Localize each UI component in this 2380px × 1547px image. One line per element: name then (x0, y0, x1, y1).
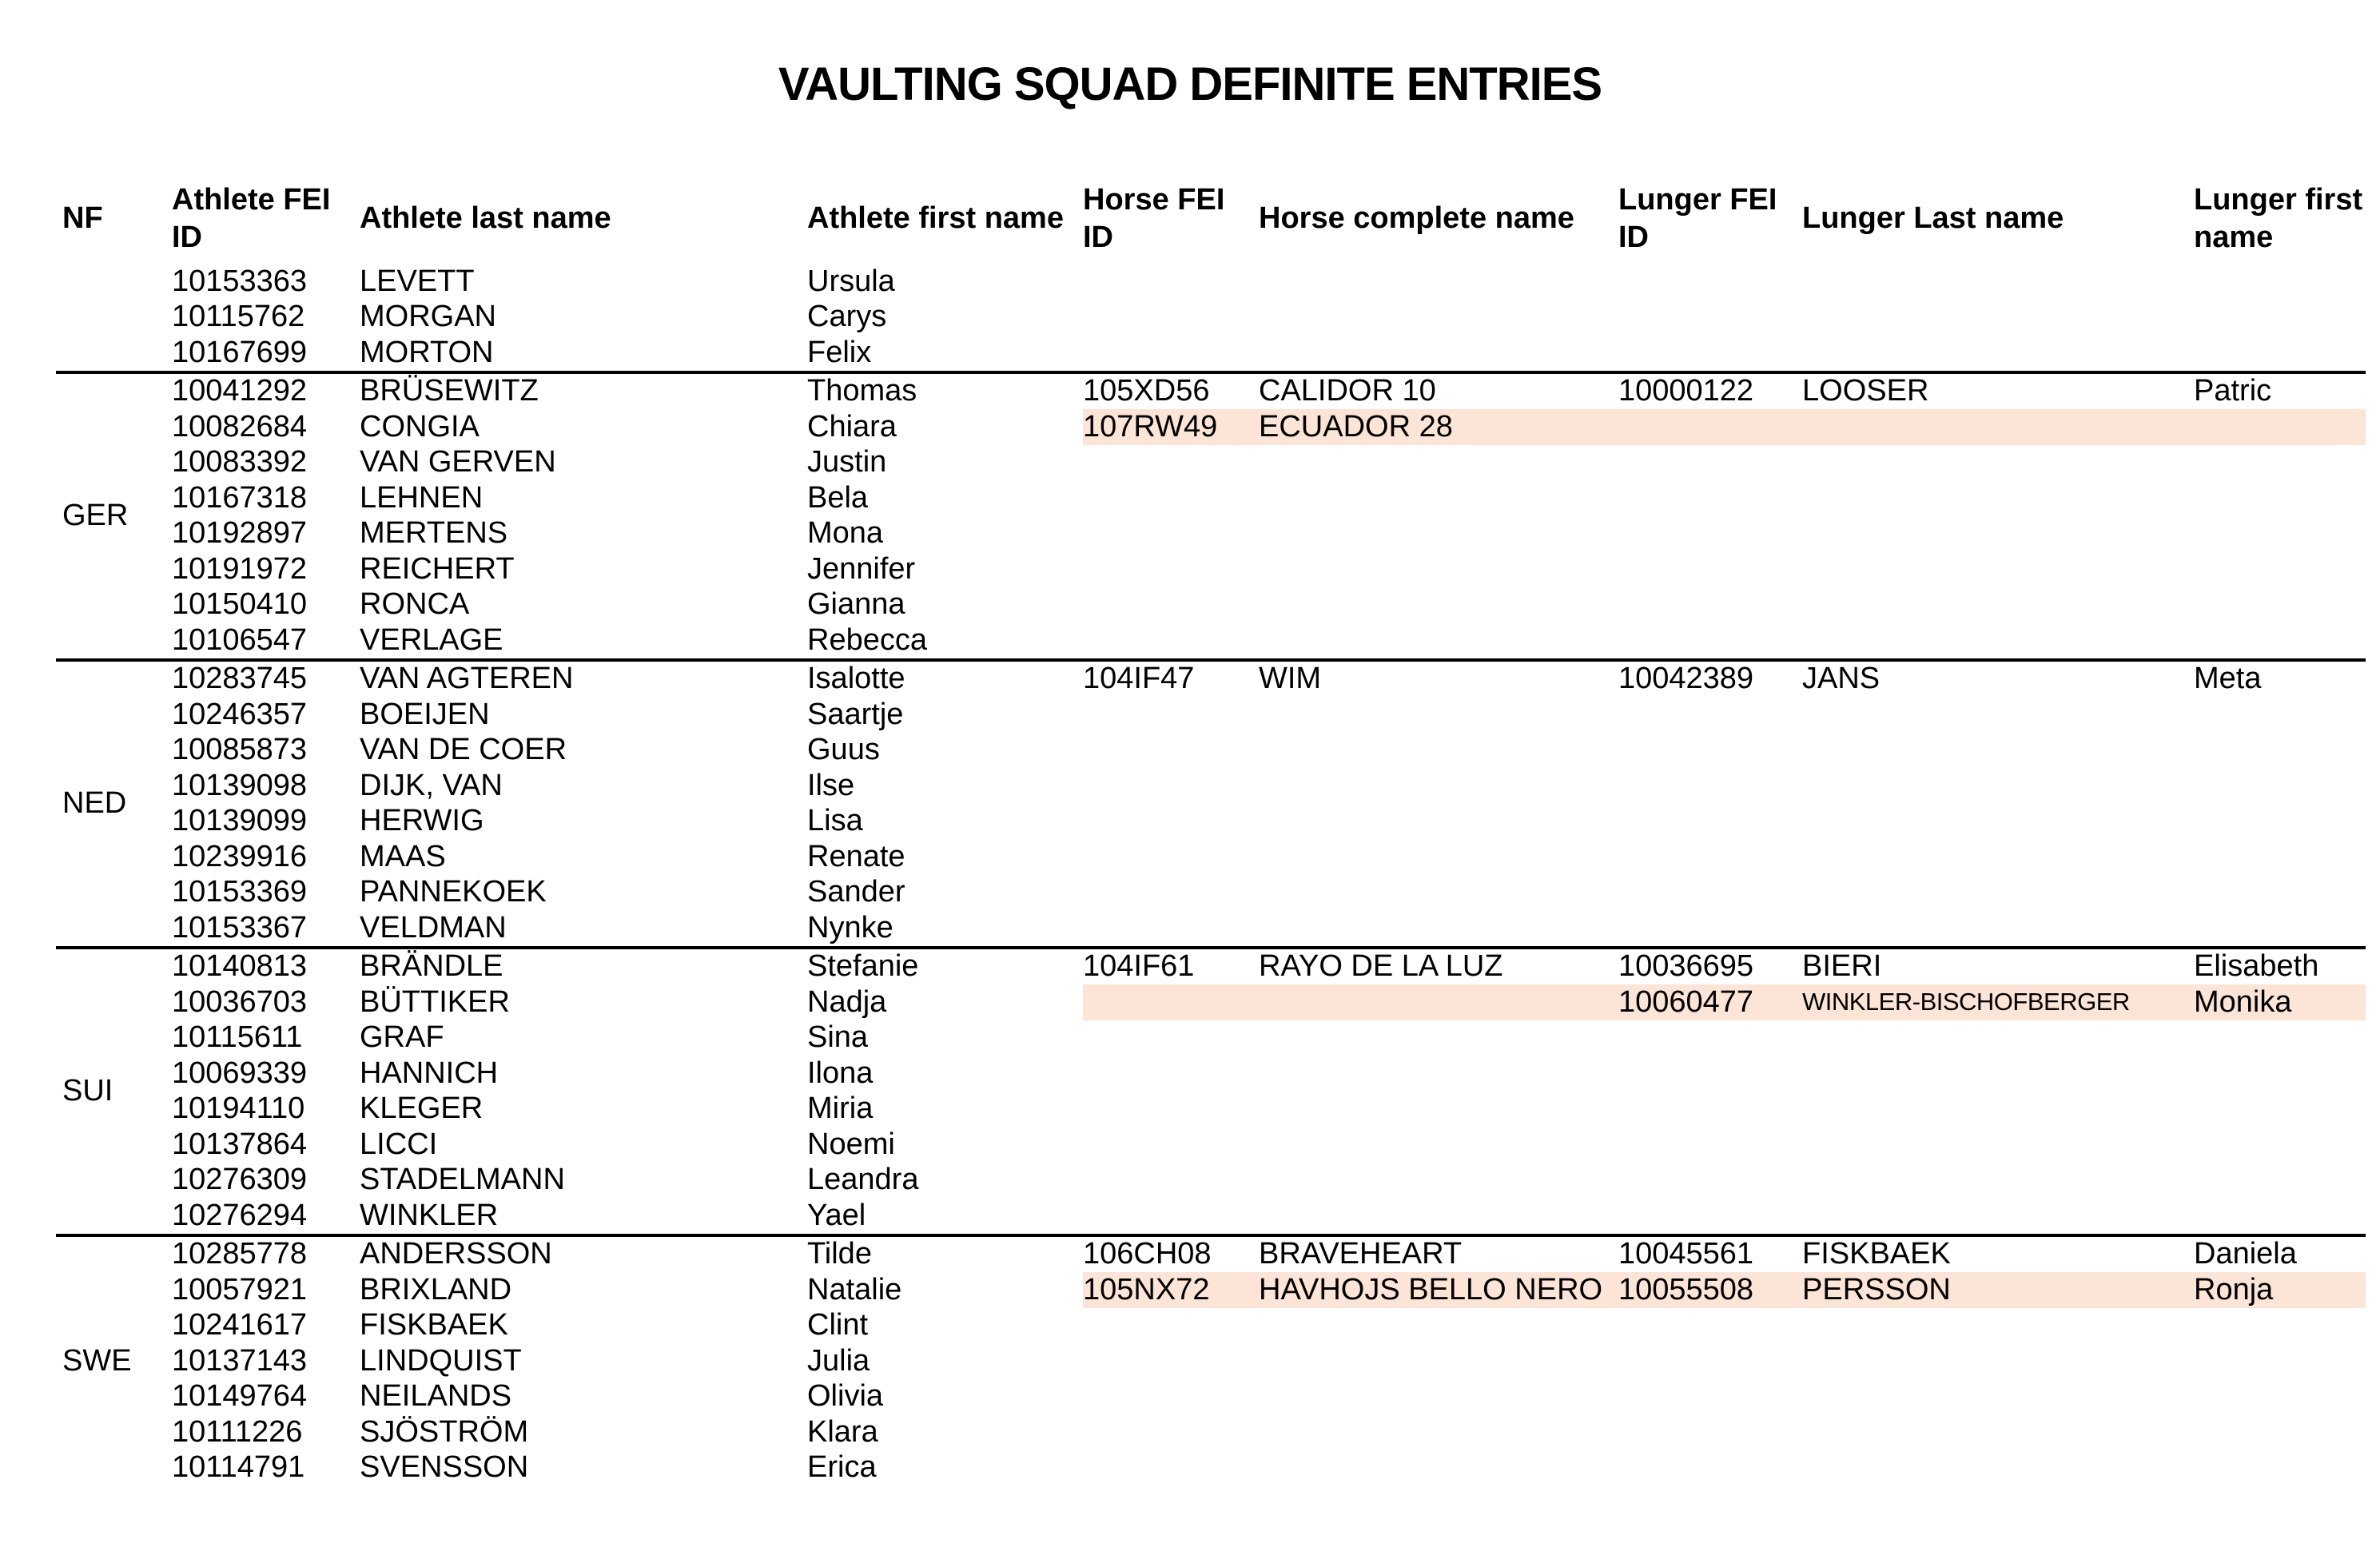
cell-athlete-fei-id: 10057921 (172, 1272, 308, 1306)
cell-athlete-last-name: NEILANDS (360, 1379, 512, 1414)
horse-lunger-section (1083, 1308, 2366, 1344)
cell-athlete-last-name: VAN GERVEN (360, 445, 556, 479)
column-header-athlete-fei-id: Athlete FEI ID (172, 182, 331, 254)
cell-athlete-fei-id: 10153367 (172, 910, 308, 945)
cell-lunger-first-name: Daniela (2194, 1237, 2297, 1271)
table-row (172, 551, 2366, 587)
table-row (172, 910, 2366, 946)
table-row (172, 875, 2366, 911)
table-row (172, 1237, 2366, 1273)
horse-lunger-section (1083, 1450, 2366, 1486)
cell-athlete-first-name: Justin (807, 445, 887, 479)
table-row (172, 1056, 2366, 1092)
cell-athlete-last-name: ANDERSSON (360, 1237, 552, 1271)
table-header-row (56, 174, 2366, 264)
cell-athlete-first-name: Saartje (807, 697, 904, 731)
cell-athlete-fei-id: 10153369 (172, 875, 308, 909)
cell-lunger-first-name: Meta (2194, 662, 2262, 696)
cell-athlete-first-name: Jennifer (807, 551, 916, 586)
cell-athlete-last-name: KLEGER (360, 1092, 484, 1126)
cell-athlete-first-name: Klara (807, 1414, 878, 1449)
nf-group-swe (56, 1234, 2366, 1486)
cell-athlete-fei-id: 10283745 (172, 662, 308, 696)
table-row (172, 1198, 2366, 1234)
cell-athlete-fei-id: 10137864 (172, 1127, 308, 1161)
table-row (172, 1020, 2366, 1056)
column-header-nf: NF (62, 201, 103, 236)
cell-athlete-fei-id: 10106547 (172, 622, 308, 657)
cell-athlete-fei-id: 10246357 (172, 697, 308, 731)
nf-group-sui (56, 946, 2366, 1234)
cell-athlete-last-name: VERLAGE (360, 622, 503, 657)
horse-lunger-section (1083, 1343, 2366, 1379)
cell-athlete-last-name: DIJK, VAN (360, 768, 503, 802)
cell-athlete-fei-id: 10041292 (172, 374, 308, 408)
horse-lunger-section (1083, 875, 2366, 911)
table-row (172, 300, 2366, 336)
cell-athlete-fei-id: 10115762 (172, 300, 305, 334)
cell-athlete-last-name: LINDQUIST (360, 1343, 522, 1378)
cell-lunger-fei-id: 10045561 (1618, 1237, 1754, 1271)
cell-athlete-first-name: Stefanie (807, 949, 919, 984)
cell-athlete-first-name: Julia (807, 1343, 870, 1378)
cell-athlete-fei-id: 10167699 (172, 335, 308, 369)
horse-lunger-section (1083, 516, 2366, 552)
cell-athlete-last-name: WINKLER (360, 1198, 499, 1232)
cell-athlete-last-name: MORGAN (360, 300, 496, 334)
cell-horse-fei-id: 107RW49 (1083, 409, 1218, 443)
nf-group-ned (56, 658, 2366, 946)
horse-lunger-section-highlighted (1083, 984, 2366, 1020)
cell-athlete-first-name: Sander (807, 875, 905, 909)
cell-athlete-fei-id: 10115611 (172, 1020, 303, 1055)
cell-athlete-first-name: Ilse (807, 768, 855, 802)
column-header-lunger-fei-id: Lunger FEI ID (1618, 182, 1777, 254)
cell-athlete-last-name: HANNICH (360, 1056, 499, 1090)
horse-lunger-section (1083, 1379, 2366, 1415)
cell-athlete-fei-id: 10137143 (172, 1343, 308, 1378)
cell-lunger-first-name: Ronja (2194, 1272, 2274, 1306)
cell-lunger-first-name: Patric (2194, 374, 2272, 408)
cell-athlete-first-name: Isalotte (807, 662, 905, 696)
column-header-lunger-first-name: Lunger first name (2194, 182, 2363, 254)
nf-label: SUI (62, 1074, 113, 1108)
column-header-horse-fei-id: Horse FEI ID (1083, 182, 1225, 254)
cell-horse-fei-id: 105NX72 (1083, 1272, 1210, 1306)
cell-horse-fei-id: 106CH08 (1083, 1237, 1212, 1271)
cell-athlete-last-name: BÜTTIKER (360, 984, 510, 1019)
cell-athlete-fei-id: 10139098 (172, 768, 308, 802)
cell-lunger-last-name: LOOSER (1802, 374, 1929, 408)
cell-lunger-last-name: JANS (1802, 662, 1881, 696)
cell-horse-complete-name: RAYO DE LA LUZ (1259, 949, 1503, 984)
cell-athlete-first-name: Yael (807, 1198, 866, 1232)
cell-athlete-fei-id: 10114791 (172, 1450, 305, 1485)
table-row (172, 768, 2366, 804)
table-body (56, 264, 2366, 1485)
cell-horse-complete-name: WIM (1259, 662, 1322, 696)
column-header-horse-complete-name: Horse complete name (1259, 201, 1574, 236)
cell-athlete-first-name: Guus (807, 733, 880, 767)
cell-athlete-last-name: LEVETT (360, 264, 475, 298)
cell-athlete-fei-id: 10191972 (172, 551, 308, 586)
horse-lunger-section (1083, 335, 2366, 371)
group-rows (172, 949, 2366, 1234)
cell-athlete-fei-id: 10150410 (172, 587, 308, 622)
cell-athlete-first-name: Erica (807, 1450, 877, 1485)
horse-lunger-section-highlighted (1083, 409, 2366, 445)
cell-athlete-first-name: Clint (807, 1308, 869, 1342)
cell-athlete-fei-id: 10276294 (172, 1198, 308, 1232)
horse-lunger-section (1083, 480, 2366, 516)
cell-horse-complete-name: HAVHOJS BELLO NERO (1259, 1272, 1603, 1306)
table-row (172, 949, 2366, 985)
column-header-lunger-last-name: Lunger Last name (1802, 201, 2064, 236)
cell-athlete-fei-id: 10085873 (172, 733, 308, 767)
cell-athlete-first-name: Bela (807, 480, 869, 515)
cell-lunger-last-name: WINKLER-BISCHOFBERGER (1802, 988, 2130, 1016)
cell-athlete-last-name: BOEIJEN (360, 697, 490, 731)
cell-athlete-fei-id: 10239916 (172, 839, 308, 873)
nf-label: SWE (62, 1343, 132, 1378)
table-row (172, 587, 2366, 623)
cell-horse-fei-id: 104IF47 (1083, 662, 1195, 696)
table-row (172, 804, 2366, 840)
page-title: VAULTING SQUAD DEFINITE ENTRIES (778, 58, 1602, 110)
cell-athlete-first-name: Mona (807, 516, 884, 551)
cell-athlete-first-name: Chiara (807, 409, 897, 443)
horse-lunger-section (1083, 662, 2366, 698)
nf-group-ger (56, 371, 2366, 658)
cell-lunger-last-name: PERSSON (1802, 1272, 1951, 1306)
cell-athlete-last-name: VAN AGTEREN (360, 662, 574, 696)
cell-athlete-last-name: PANNEKOEK (360, 875, 547, 909)
horse-lunger-section (1083, 374, 2366, 410)
cell-athlete-last-name: LICCI (360, 1127, 438, 1161)
cell-athlete-last-name: REICHERT (360, 551, 515, 586)
cell-athlete-first-name: Felix (807, 335, 872, 369)
cell-athlete-last-name: BRÄNDLE (360, 949, 503, 984)
cell-athlete-fei-id: 10149764 (172, 1379, 308, 1414)
horse-lunger-section (1083, 1163, 2366, 1199)
cell-athlete-last-name: SVENSSON (360, 1450, 529, 1485)
column-header-athlete-first-name: Athlete first name (807, 201, 1064, 236)
horse-lunger-section (1083, 264, 2366, 300)
cell-athlete-first-name: Nynke (807, 910, 893, 945)
cell-athlete-last-name: VELDMAN (360, 910, 507, 945)
cell-athlete-fei-id: 10194110 (172, 1092, 305, 1126)
group-rows (172, 374, 2366, 658)
table-row (172, 516, 2366, 552)
cell-lunger-last-name: FISKBAEK (1802, 1237, 1951, 1271)
cell-horse-complete-name: BRAVEHEART (1259, 1237, 1463, 1271)
cell-athlete-last-name: BRIXLAND (360, 1272, 512, 1306)
table-row (172, 622, 2366, 658)
horse-lunger-section (1083, 804, 2366, 840)
group-rows (172, 1237, 2366, 1486)
cell-athlete-last-name: FISKBAEK (360, 1308, 508, 1342)
cell-athlete-first-name: Natalie (807, 1272, 902, 1306)
cell-athlete-fei-id: 10069339 (172, 1056, 308, 1090)
cell-athlete-last-name: VAN DE COER (360, 733, 567, 767)
table-row (172, 1308, 2366, 1344)
table-row (172, 1127, 2366, 1163)
table-row (172, 1272, 2366, 1308)
table-row (172, 984, 2366, 1020)
nf-label (56, 264, 172, 371)
horse-lunger-section (1083, 949, 2366, 985)
cell-athlete-first-name: Thomas (807, 374, 917, 408)
table-row (172, 697, 2366, 733)
horse-lunger-section (1083, 733, 2366, 769)
group-rows (172, 662, 2366, 946)
cell-athlete-first-name: Miria (807, 1092, 874, 1126)
column-header-athlete-last-name: Athlete last name (360, 201, 611, 236)
horse-lunger-section (1083, 445, 2366, 481)
cell-athlete-fei-id: 10111226 (172, 1414, 303, 1449)
horse-lunger-section (1083, 768, 2366, 804)
table-row (172, 1450, 2366, 1486)
cell-athlete-last-name: HERWIG (360, 804, 484, 838)
horse-lunger-section-highlighted (1083, 1272, 2366, 1308)
cell-lunger-first-name: Elisabeth (2194, 949, 2319, 984)
table-row (172, 1163, 2366, 1199)
cell-lunger-last-name: BIERI (1802, 949, 1882, 984)
cell-lunger-fei-id: 10000122 (1618, 374, 1754, 408)
cell-athlete-last-name: MORTON (360, 335, 494, 369)
cell-athlete-first-name: Leandra (807, 1163, 919, 1197)
table-row (172, 445, 2366, 481)
cell-athlete-fei-id: 10285778 (172, 1237, 308, 1271)
horse-lunger-section (1083, 1414, 2366, 1450)
cell-lunger-fei-id: 10036695 (1618, 949, 1754, 984)
cell-athlete-fei-id: 10276309 (172, 1163, 308, 1197)
horse-lunger-section (1083, 622, 2366, 658)
table-row (172, 662, 2366, 698)
cell-athlete-first-name: Tilde (807, 1237, 872, 1271)
cell-athlete-last-name: GRAF (360, 1020, 444, 1055)
cell-lunger-first-name: Monika (2194, 984, 2292, 1019)
horse-lunger-section (1083, 587, 2366, 623)
cell-athlete-first-name: Ilona (807, 1056, 874, 1090)
cell-athlete-first-name: Carys (807, 300, 887, 334)
cell-athlete-first-name: Renate (807, 839, 905, 873)
nf-label: GER (62, 499, 129, 532)
cell-athlete-last-name: SJÖSTRÖM (360, 1414, 529, 1449)
horse-lunger-section (1083, 1092, 2366, 1127)
cell-athlete-first-name: Gianna (807, 587, 905, 622)
cell-lunger-fei-id: 10042389 (1618, 662, 1754, 696)
cell-athlete-last-name: CONGIA (360, 409, 480, 443)
horse-lunger-section (1083, 1237, 2366, 1273)
cell-horse-complete-name: ECUADOR 28 (1259, 409, 1453, 443)
horse-lunger-section (1083, 1020, 2366, 1056)
table-row (172, 409, 2366, 445)
cell-horse-fei-id: 105XD56 (1083, 374, 1210, 408)
horse-lunger-section (1083, 1056, 2366, 1092)
horse-lunger-section (1083, 300, 2366, 336)
horse-lunger-section (1083, 910, 2366, 946)
table-row (172, 839, 2366, 875)
cell-athlete-fei-id: 10241617 (172, 1308, 308, 1342)
nf-label: NED (62, 786, 127, 820)
cell-athlete-last-name: STADELMANN (360, 1163, 565, 1197)
cell-athlete-last-name: RONCA (360, 587, 470, 622)
table-row (172, 733, 2366, 769)
cell-athlete-first-name: Sina (807, 1020, 869, 1055)
cell-athlete-first-name: Rebecca (807, 622, 927, 657)
cell-athlete-fei-id: 10036703 (172, 984, 308, 1019)
cell-athlete-first-name: Nadja (807, 984, 887, 1019)
cell-athlete-fei-id: 10083392 (172, 445, 308, 479)
entries-table (56, 174, 2366, 1485)
table-row (172, 264, 2366, 300)
table-row (172, 335, 2366, 371)
horse-lunger-section (1083, 551, 2366, 587)
table-row (172, 1379, 2366, 1415)
horse-lunger-section (1083, 1198, 2366, 1234)
horse-lunger-section (1083, 839, 2366, 875)
cell-horse-fei-id: 104IF61 (1083, 949, 1195, 984)
cell-lunger-fei-id: 10060477 (1618, 984, 1754, 1019)
group-rows (172, 264, 2366, 371)
cell-athlete-fei-id: 10082684 (172, 409, 308, 443)
horse-lunger-section (1083, 1127, 2366, 1163)
horse-lunger-section (1083, 697, 2366, 733)
table-row (172, 374, 2366, 410)
cell-athlete-fei-id: 10153363 (172, 264, 308, 298)
cell-athlete-last-name: MERTENS (360, 516, 508, 551)
cell-athlete-first-name: Ursula (807, 264, 895, 298)
table-row (172, 1343, 2366, 1379)
cell-lunger-fei-id: 10055508 (1618, 1272, 1754, 1306)
table-row (172, 1092, 2366, 1127)
cell-athlete-fei-id: 10139099 (172, 804, 308, 838)
cell-athlete-fei-id: 10167318 (172, 480, 308, 515)
cell-athlete-last-name: MAAS (360, 839, 446, 873)
cell-athlete-fei-id: 10140813 (172, 949, 308, 984)
table-row (172, 1414, 2366, 1450)
nf-group (56, 264, 2366, 371)
cell-athlete-first-name: Olivia (807, 1379, 884, 1414)
cell-athlete-first-name: Noemi (807, 1127, 895, 1161)
table-row (172, 480, 2366, 516)
cell-athlete-fei-id: 10192897 (172, 516, 308, 551)
cell-athlete-last-name: LEHNEN (360, 480, 484, 515)
cell-athlete-last-name: BRÜSEWITZ (360, 374, 539, 408)
cell-horse-complete-name: CALIDOR 10 (1259, 374, 1436, 408)
cell-athlete-first-name: Lisa (807, 804, 863, 838)
